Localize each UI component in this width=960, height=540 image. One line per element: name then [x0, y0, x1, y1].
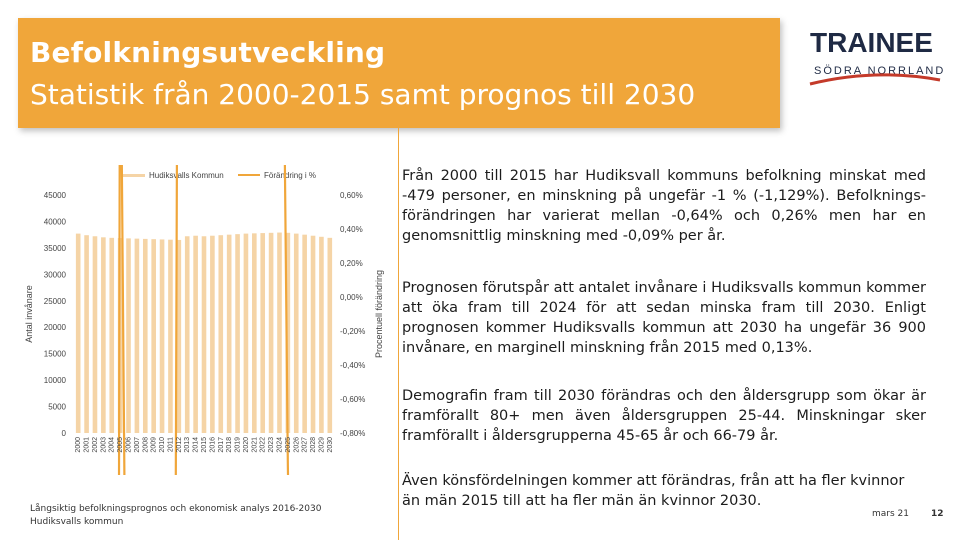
chart-bar: [252, 233, 257, 433]
x-tick-label: 2021: [251, 437, 259, 453]
chart-bars: [76, 233, 332, 433]
x-tick-label: 2020: [242, 437, 250, 453]
chart-bar: [193, 236, 198, 433]
x-tick-label: 2008: [142, 437, 150, 453]
y-tick-label: 30000: [43, 270, 66, 280]
chart-labels: [75, 437, 334, 453]
y-tick-label: 25000: [43, 296, 66, 306]
chart-bar: [143, 239, 148, 433]
source-line-2: Hudiksvalls kommun: [30, 517, 124, 527]
x-tick-label: 2004: [108, 437, 116, 453]
chart-bar: [269, 233, 274, 433]
slide-number: 12: [931, 509, 944, 519]
x-tick-label: 2023: [268, 437, 276, 453]
chart-bar: [277, 233, 282, 433]
page-title: Befolkningsutveckling: [30, 36, 386, 69]
chart-legend: [123, 171, 316, 180]
y2-axis-title: Procentuell förändring: [374, 269, 384, 359]
chart-bar: [294, 234, 299, 433]
chart-bar: [84, 235, 89, 433]
x-tick-label: 2011: [167, 437, 175, 453]
x-tick-label: 2024: [276, 437, 284, 453]
chart-bar: [311, 236, 316, 433]
chart-bar: [210, 236, 215, 433]
x-tick-label: 2019: [234, 437, 242, 453]
y-tick-label: 40000: [43, 217, 66, 227]
paragraph-demography: Demografin fram till 2030 förändras och den åldersgrupp som ökar är framförallt 80+ men även åldersgruppen 25-44. Minskningar sker framförallt i åldersgrupperna 45-65 år och 66-79 år.: [402, 388, 926, 444]
chart-bar: [218, 235, 223, 433]
x-tick-label: 2014: [192, 437, 200, 453]
y2-tick-label: -0,60%: [340, 395, 366, 404]
x-tick-label: 2003: [100, 437, 108, 453]
chart-bar: [244, 234, 249, 433]
chart-bar: [160, 239, 165, 433]
x-tick-label: 2022: [259, 437, 267, 453]
x-tick-label: 2009: [150, 437, 158, 453]
source-note: [30, 503, 321, 529]
chart-bar: [235, 234, 240, 433]
paragraph-gender: Även könsfördelningen kommer att förändras, från att ha fler kvinnor än män 2015 till att ha fler män än kvinnor 2030.: [402, 473, 905, 509]
x-tick-label: 2001: [83, 437, 91, 453]
chart-bar: [202, 236, 207, 433]
divider-line: [398, 128, 399, 540]
chart-bar: [151, 239, 156, 433]
trainee-logo: [800, 22, 950, 102]
legend-label-line: Förändring i %: [264, 171, 317, 180]
chart-bar: [93, 236, 98, 433]
source-line-1: Långsiktig befolkningsprognos och ekonomisk analys 2016-2030: [30, 504, 322, 514]
y2-tick-label: -0,20%: [340, 327, 366, 336]
y-tick-label: 35000: [43, 243, 66, 253]
chart-bar: [126, 238, 131, 433]
x-tick-label: 2017: [217, 437, 225, 453]
y-tick-label: 15000: [43, 349, 66, 359]
y2-tick-label: -0,40%: [340, 361, 366, 370]
y-tick-label: 5000: [48, 402, 66, 412]
chart-bar: [302, 235, 307, 433]
population-chart: [18, 165, 388, 475]
logo-tagline: SÖDRA NORRLAND: [814, 65, 946, 77]
x-tick-label: 2016: [209, 437, 217, 453]
paragraph-forecast: Prognosen förutspår att antalet invånare i Hudiksvalls kommun kommer att öka fram till 2024 för att sedan minska fram till 2030. Enligt prognosen kommer Hudiksvalls kommun att 2030 ha ungefär 36 900 invånare, en marginell minskning från 2015 med 0,13%.: [402, 280, 926, 356]
x-tick-label: 2002: [91, 437, 99, 453]
header-banner: [18, 18, 780, 128]
x-tick-label: 2005: [117, 437, 125, 453]
chart-bar: [109, 238, 114, 433]
x-tick-label: 2018: [226, 437, 234, 453]
x-tick-label: 2000: [75, 437, 83, 453]
paragraph-history: Från 2000 till 2015 har Hudiksvall kommuns befolkning minskat med -479 personer, en minskning på ungefär -1 % (-1,129%). Befolknings-förändringen har varierat mellan -0,64% och 0,26% men har en genomsnittlig minskning med -0,09% per år.: [402, 168, 926, 244]
chart-bar: [319, 237, 324, 433]
y-tick-label: 10000: [43, 376, 66, 386]
chart-bar: [168, 240, 173, 433]
x-tick-label: 2015: [201, 437, 208, 453]
y2-tick-label: -0,80%: [340, 429, 366, 438]
chart-bar: [101, 237, 106, 433]
slide-date: mars 21: [872, 509, 909, 519]
x-tick-label: 2027: [301, 437, 309, 453]
chart-bar: [260, 233, 265, 433]
logo-wordmark: TRAINEE: [810, 27, 933, 58]
chart-bar: [135, 239, 140, 433]
x-tick-label: 2006: [125, 437, 133, 453]
y2-tick-label: 0,60%: [340, 191, 363, 200]
x-tick-label: 2028: [310, 437, 318, 453]
x-tick-label: 2030: [326, 437, 334, 453]
chart-bar: [76, 234, 81, 433]
chart-bar: [185, 236, 190, 433]
x-tick-label: 2026: [293, 437, 301, 453]
x-tick-label: 2013: [184, 437, 192, 453]
y-tick-label: 0: [61, 429, 66, 438]
legend-label-bars: Hudiksvalls Kommun: [149, 171, 224, 180]
y-axis-title: Antal invånare: [24, 285, 34, 343]
y2-tick-label: 0,40%: [340, 225, 363, 234]
x-tick-label: 2007: [133, 437, 141, 453]
x-tick-label: 2029: [318, 437, 326, 453]
chart-bar: [227, 235, 232, 433]
x-tick-label: 2010: [159, 437, 167, 453]
page-subtitle: Statistik från 2000-2015 samt prognos till 2030: [30, 78, 696, 111]
y-tick-label: 20000: [43, 323, 66, 333]
chart-bar: [328, 238, 333, 433]
x-tick-label: 2012: [175, 437, 183, 453]
x-tick-label: 2025: [284, 437, 292, 453]
legend-swatch-bars: [123, 174, 145, 177]
y-tick-label: 45000: [43, 191, 66, 200]
y2-tick-label: 0,20%: [340, 259, 363, 268]
y2-tick-label: 0,00%: [340, 293, 363, 302]
